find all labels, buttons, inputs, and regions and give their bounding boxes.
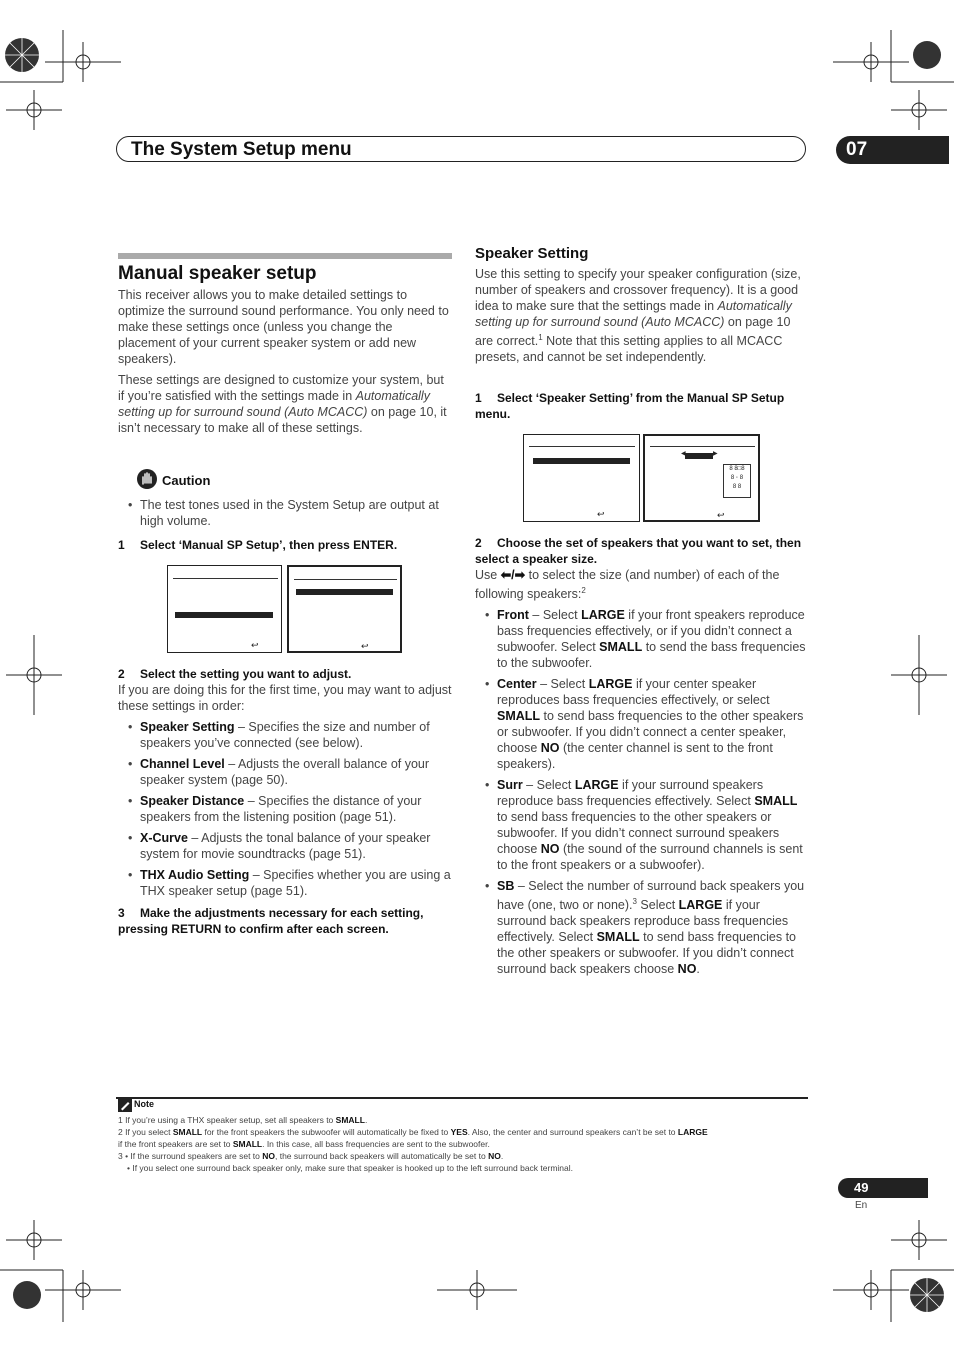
list-item-front: • Front – Select LARGE if your front speakers reproduce bass frequencies effectively, or if you didn’t connect a subwoofer. Select SMALL to send the bass frequencies to the subwoofer. bbox=[475, 607, 809, 671]
section-rule bbox=[118, 253, 452, 259]
footnote-3b: • If you select one surround back speaker only, make sure that speaker is hooked up to the left surround back terminal. bbox=[127, 1163, 574, 1173]
list-item: • Speaker Setting – Specifies the size and number of speakers you’ve connected (see below). bbox=[118, 719, 452, 751]
chapter-number: 07 bbox=[836, 136, 949, 164]
footnote-3: 3 • If the surround speakers are set to NO, the surround back speakers will automatically be set to NO. bbox=[118, 1151, 504, 1161]
speaker-setting-intro: Use this setting to specify your speaker configuration (size, number of speakers and crossover frequency). It is a good idea to make sure that the settings made in Automatically setting up for surround sound (Auto MCACC) on page 10 are correct.$^1$ Note that this setting applies to all MCACC presets, and cannot be set independently. bbox=[475, 267, 801, 365]
list-item: • THX Audio Setting – Specifies whether you are using a THX speaker setup (page 51). bbox=[118, 867, 452, 899]
right-step-1: 1 Select ‘Speaker Setting’ from the Manual SP Setup menu. bbox=[475, 391, 785, 421]
step2-intro: If you are doing this for the first time, you may want to adjust these settings in order: bbox=[118, 683, 452, 713]
list-item: • Channel Level – Adjusts the overall balance of your speaker system (page 50). bbox=[118, 756, 452, 788]
return-icon: ↩ bbox=[361, 641, 369, 651]
settings-paragraph: These settings are designed to customize your system, but if you’re satisfied with the settings made in Automatically setting up for surround sound (Auto MCACC) on page 10, it isn’t necessary to make all of these settings. bbox=[118, 373, 447, 435]
subsection-title: Speaker Setting bbox=[475, 245, 589, 262]
screen-speaker-setting: ◀ ▶ 8 8□8 8 ◦ 8 8 8 ↩ bbox=[643, 434, 760, 522]
settings-list bbox=[118, 719, 452, 904]
note-rule bbox=[116, 1097, 808, 1099]
list-item-center: • Center – Select LARGE if your center speaker reproduces bass frequencies effectively, or select SMALL to send bass frequencies to the other speakers or subwoofer. If you didn’t connect a center speaker, choose NO (the center channel is sent to the front speakers). bbox=[475, 676, 809, 772]
right-step-2: 2 Choose the set of speakers that you want to set, then select a speaker size. bbox=[475, 536, 802, 566]
list-item: • Speaker Distance – Specifies the distance of your speakers from the listening position (page 51). bbox=[118, 793, 452, 825]
caution-label: Caution bbox=[162, 473, 211, 488]
footnotes bbox=[118, 1114, 818, 1174]
arrow-keys-icon: ⬅/➡ bbox=[500, 568, 526, 582]
section-title: Manual speaker setup bbox=[118, 263, 317, 284]
intro-paragraph: This receiver allows you to make detailed settings to optimize the surround sound performance. You only need to make these settings once (unless you change the placement of your current speaker system or add new speakers). bbox=[118, 288, 449, 366]
left-column bbox=[118, 287, 452, 436]
return-icon: ↩ bbox=[717, 510, 725, 520]
section-header: The System Setup menu bbox=[116, 136, 806, 162]
return-icon: ↩ bbox=[597, 509, 605, 519]
screen-system-setup bbox=[167, 565, 282, 653]
screen-manual-sp-setup bbox=[287, 565, 402, 653]
list-item-surr: • Surr – Select LARGE if your surround speakers reproduce bass frequencies effectively. Select SMALL to send bass frequencies to the other speakers or subwoofer. If you didn’t connect surround speakers choose NO (the sound of the surround channels is sent to the front speakers or a subwoofer). bbox=[475, 777, 809, 873]
note-pencil-icon bbox=[118, 1099, 132, 1112]
caution-text: • The test tones used in the System Setup are output at high volume. bbox=[118, 497, 452, 529]
footnote-2: 2 If you select SMALL for the front speakers the subwoofer will automatically be fixed to YES. Also, the center and surround speakers can’t be set to LARGE bbox=[118, 1127, 708, 1137]
left-step-2: 2 Select the setting you want to adjust. bbox=[118, 667, 352, 681]
screen-manual-sp-setup-2 bbox=[523, 434, 640, 522]
note-label: Note bbox=[134, 1099, 154, 1109]
left-step-1: 1 Select ‘Manual SP Setup’, then press ENTER. bbox=[118, 538, 398, 552]
step2-use-arrows: Use ⬅/➡ to select the size (and number) of each of the following speakers:$^2$ bbox=[475, 568, 780, 602]
left-step-3: 3 Make the adjustments necessary for each setting, pressing RETURN to confirm after each screen. bbox=[118, 906, 424, 936]
list-item: • X-Curve – Adjusts the tonal balance of your speaker system for movie soundtracks (page 51). bbox=[118, 830, 452, 862]
speaker-list bbox=[475, 607, 809, 982]
caution-list bbox=[118, 497, 452, 534]
footnote-1: 1 If you’re using a THX speaker setup, set all speakers to SMALL. bbox=[118, 1115, 368, 1125]
return-icon: ↩ bbox=[251, 640, 259, 650]
caution-hand-icon bbox=[136, 468, 158, 490]
footnote-2-cont: if the front speakers are set to SMALL. In this case, all bass frequencies are sent to the subwoofer. bbox=[118, 1139, 490, 1149]
page-number: 49 bbox=[838, 1178, 928, 1198]
language-code: En bbox=[855, 1200, 868, 1211]
speaker-layout-icon: 8 8□8 8 ◦ 8 8 8 bbox=[723, 464, 751, 498]
list-item-sb: • SB – Select the number of surround back speakers you have (one, two or none).$^3$ Select LARGE if your surround back speakers reproduce bass frequencies effectively. Select SMALL to send bass frequencies to the other speakers or subwoofer. If you didn’t connect surround back speakers choose NO. bbox=[475, 878, 809, 977]
